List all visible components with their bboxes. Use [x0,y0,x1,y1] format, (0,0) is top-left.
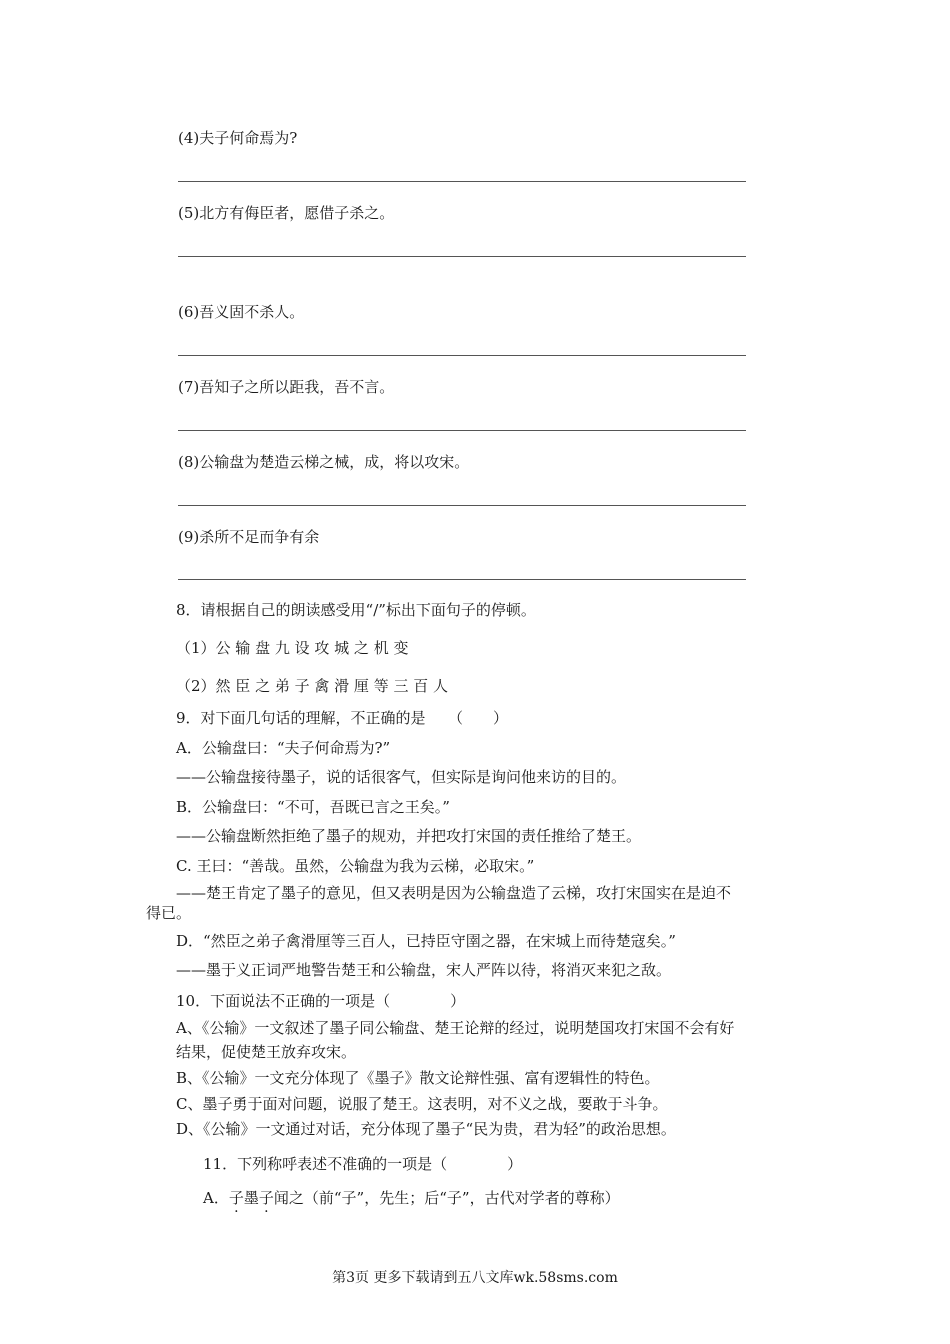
answer-line-4 [178,181,746,182]
question-10-option-b: B、《公输》一文充分体现了《墨子》散文论辩性强、富有逻辑性的特色。 [176,1069,660,1087]
question-10-option-a: A、《公输》一文叙述了墨子同公输盘、楚王论辩的经过，说明楚国攻打宋国不会有好 [176,1019,735,1037]
question-9-option-a-note: ——公输盘接待墨子，说的话很客气，但实际是询问他来访的目的。 [176,768,627,786]
question-9-option-b-note: ——公输盘断然拒绝了墨子的规劝，并把攻打宋国的责任推给了楚王。 [176,827,642,845]
page-footer: 第3页 更多下载请到五八文库wk.58sms.com [332,1270,618,1286]
question-8-sentence-2: （2）然 臣 之 弟 子 禽 滑 厘 等 三 百 人 [176,677,448,695]
translation-item-4: (4)夫子何命焉为? [178,129,298,147]
question-9-option-a: A．公输盘曰：“夫子何命焉为?” [176,739,391,757]
question-10-option-a-wrap: 结果，促使楚王放弃攻宋。 [176,1043,357,1061]
question-10-option-c: C、墨子勇于面对问题，说服了楚王。这表明，对不义之战，要敢于斗争。 [176,1095,668,1113]
translation-item-5: (5)北方有侮臣者，愿借子杀之。 [178,204,395,222]
question-11-stem: 11．下列称呼表述不准确的一项是（ ） [203,1155,523,1173]
question-10-option-d: D、《公输》一文通过对话，充分体现了墨子“民为贵，君为轻”的政治思想。 [176,1120,676,1138]
option-prefix: A． [203,1189,229,1207]
question-8-stem: 8．请根据自己的朗读感受用“/”标出下面句子的停顿。 [176,601,536,619]
question-9-option-d: D．“然臣之弟子禽滑厘等三百人，已持臣守圉之器，在宋城上而待楚寇矣。” [176,932,676,950]
question-9-option-d-note: ——墨于义正词严地警告楚王和公输盘，宋人严阵以待，将消灭来犯之敌。 [176,961,672,979]
answer-line-6 [178,355,746,356]
answer-line-8 [178,505,746,506]
question-8-sentence-1: （1）公 输 盘 九 设 攻 城 之 机 变 [176,639,409,657]
question-10-stem: 10．下面说法不正确的一项是（ ） [176,992,466,1010]
answer-line-9 [178,579,746,580]
question-11-option-a [203,1188,620,1208]
translation-item-8: (8)公输盘为楚造云梯之械，成，将以攻宋。 [178,453,470,471]
question-9-option-c-note-wrap: 得已。 [146,904,192,922]
translation-item-6: (6)吾义固不杀人。 [178,303,305,321]
question-9-option-b: B．公输盘曰：“不可，吾既已言之王矣。” [176,798,450,816]
plain-char: 墨 [243,1189,259,1207]
emphasis-char: 子 [228,1189,244,1207]
answer-line-7 [178,430,746,431]
question-9-option-c-note: ——楚王肯定了墨子的意见，但又表明是因为公输盘造了云梯，攻打宋国实在是迫不 [176,884,732,902]
emphasis-char: 子 [258,1189,274,1207]
question-9-stem: 9．对下面几句话的理解，不正确的是 （ ） [176,709,509,727]
translation-item-9: (9)杀所不足而争有余 [178,528,320,546]
question-9-option-c: C. 王曰：“善哉。虽然，公输盘为我为云梯，必取宋。” [176,857,535,875]
answer-line-5 [178,256,746,257]
translation-item-7: (7)吾知子之所以距我，吾不言。 [178,378,395,396]
option-text: 闻之（前“子”，先生；后“子”，古代对学者的尊称） [273,1189,620,1207]
